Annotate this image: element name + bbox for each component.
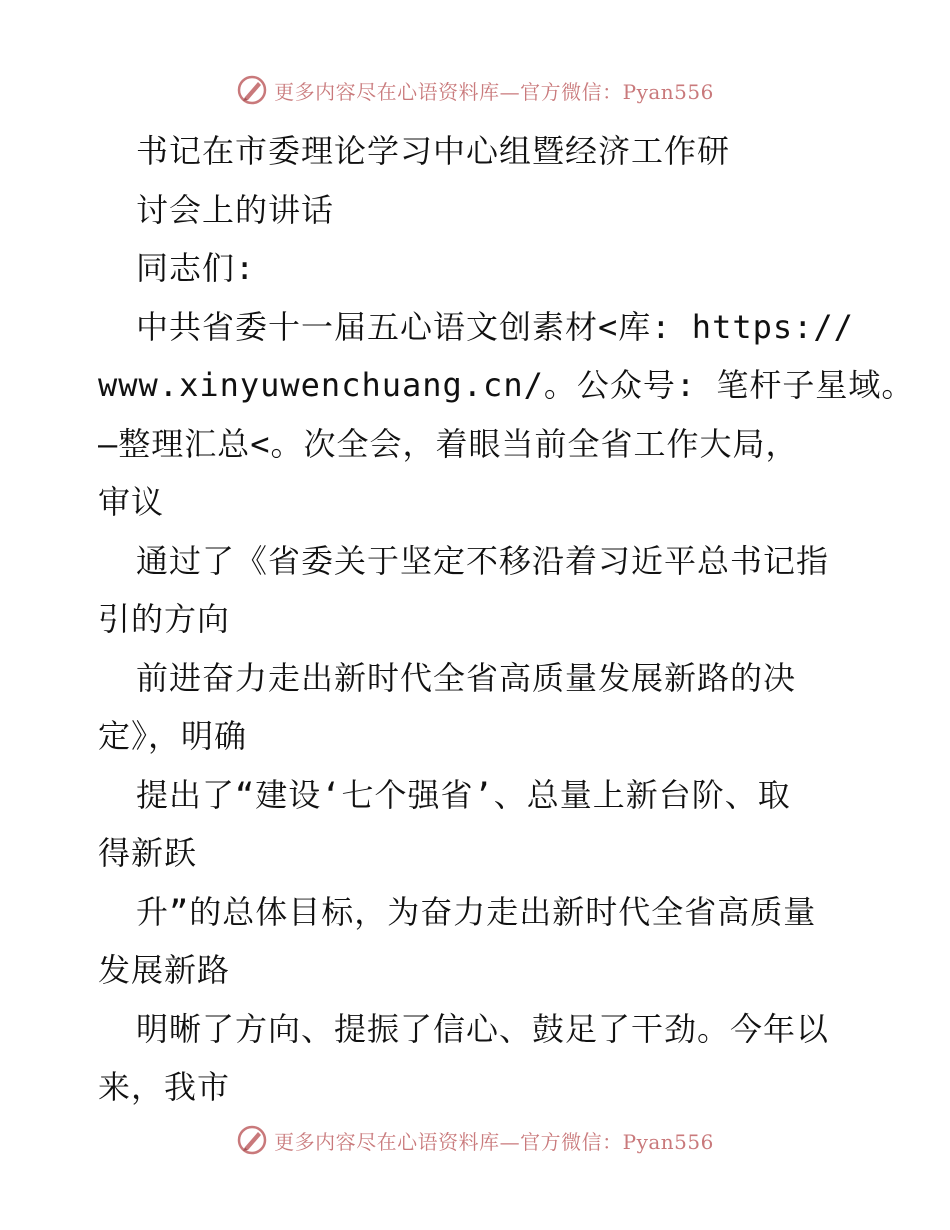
paragraph-line: 升”的总体目标，为奋力走出新时代全省高质量 <box>136 892 817 931</box>
paragraph-line: www.xinyuwenchuang.cn/。公众号: 笔杆子星域。 <box>98 366 915 404</box>
watermark-text: 更多内容尽在心语资料库—官方微信：Pyan556 <box>274 1129 714 1154</box>
document-body <box>98 122 915 1117</box>
salutation: 同志们: <box>136 249 256 287</box>
paragraph-line: 明晰了方向、提振了信心、鼓足了干劲。今年以 <box>136 1009 830 1048</box>
paragraph-line: 来，我市 <box>98 1068 231 1106</box>
paragraph-line: 定》，明确 <box>98 717 248 755</box>
paragraph-line: 得新跃 <box>98 834 198 872</box>
paragraph-line: 提出了“建设‘七个强省’、总量上新台阶、取 <box>136 775 791 814</box>
paragraph-line: 通过了《省委关于坚定不移沿着习近平总书记指 <box>136 541 830 580</box>
paragraph-line: 前进奋力走出新时代全省高质量发展新路的决 <box>136 658 797 697</box>
pen-logo-icon <box>236 74 268 106</box>
header-watermark-banner <box>0 70 950 110</box>
watermark-text: 更多内容尽在心语资料库—官方微信：Pyan556 <box>274 79 714 104</box>
footer-watermark-banner <box>0 1120 950 1160</box>
paragraph-line: 审议 <box>98 483 165 521</box>
title-line-2: 讨会上的讲话 <box>136 190 335 229</box>
paragraph-line: 发展新路 <box>98 951 231 989</box>
title-line-1: 书记在市委理论学习中心组暨经济工作研 <box>136 132 731 170</box>
paragraph-line: 引的方向 <box>98 600 231 638</box>
paragraph-line: —整理汇总<。次全会，着眼当前全省工作大局， <box>98 424 799 463</box>
paragraph-line: 中共省委十一届五心语文创素材<库: https:// <box>136 307 854 346</box>
pen-logo-icon <box>236 1124 268 1156</box>
